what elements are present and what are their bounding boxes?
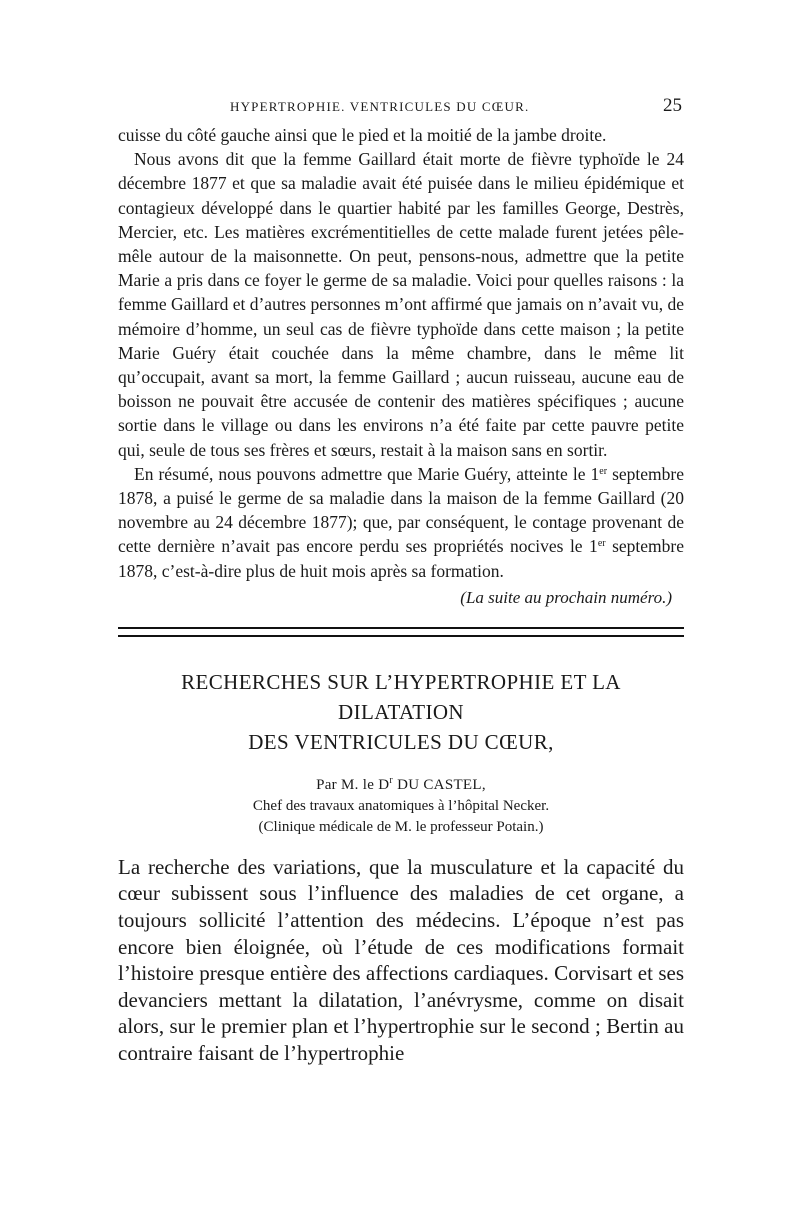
byline-author-name: DU CASTEL,	[393, 776, 486, 793]
byline-prefix: Par M. le D	[316, 776, 390, 793]
summary-text-2: septembre 1878, a puisé le germe de sa maladie dans la maison de la femme Gaillard (20 novembre au 24 décembre 1877); que, par conséquent, le contage provenant de cette dernière n’avait pas encore perdu ses propriétés nocives le 1	[118, 463, 685, 557]
running-head	[118, 95, 684, 123]
article-title	[118, 667, 684, 757]
byline-prefix-sup: r	[389, 774, 394, 786]
paragraph-summary	[118, 462, 684, 583]
byline-author	[118, 775, 684, 796]
byline-affiliation: (Clinique médicale de M. le professeur Potain.)	[258, 818, 544, 835]
article-first-paragraph: La recherche des variations, que la musculature et la capacité du cœur subissent sous l’influence des maladies de cet organe, a toujours sollicité l’attention des médecins. L’époque n’est pas encore bien éloignée, où l’étude de ces modifications formait l’histoire presque entière des affections cardiaques. Corvisart et ses devanciers mettant la dilatation, l’anévrysme, comme on disait alors, sur le premier plan et l’hypertrophie sur le second ; Bertin au contraire faisant de l’hypertrophie	[118, 854, 684, 1066]
paragraph-gaillard: Nous avons dit que la femme Gaillard était morte de fièvre typhoïde le 24 décembre 1877 et que sa maladie avait été puisée dans le milieu épidémique et contagieux développé dans le quartier habité par les familles George, Destrès, Mercier, etc. Les matières excrémentitielles de cette malade furent jetées pêle-mêle autour de la maisonnette. On peut, pensons-nous, admettre que la petite Marie a pris dans ce foyer le germe de sa maladie. Voici pour quelles raisons : la femme Gaillard et d’autres personnes m’ont affirmé que jamais on n’avait vu, de mémoire d’homme, un seul cas de fièvre typhoïde dans cette maison ; la petite Marie Guéry était couchée dans la même chambre, dans le même lit qu’occupait, avant sa mort, la femme Gaillard ; aucun ruisseau, aucune eau de boisson ne pouvait être accusée de contenir des matières spécifiques ; aucune sortie dans le village ou dans les environs n’a été faite par cette pauvre petite qui, seule de tous ses frères et sœurs, restait à la maison sans en sortir.	[118, 149, 684, 460]
article-title-line-2: DES VENTRICULES DU CŒUR,	[248, 729, 554, 754]
summary-text-1: En résumé, nous pouvons admettre que Marie Guéry, atteinte le 1	[134, 463, 600, 484]
running-head-title: HYPERTROPHIE. VENTRICULES DU CŒUR.	[230, 99, 530, 114]
summary-sup-1: er	[599, 465, 608, 477]
page-number: 25	[663, 95, 682, 116]
byline-position: Chef des travaux anatomiques à l’hôpital Necker.	[252, 797, 550, 814]
article-body	[118, 854, 684, 1067]
article-byline	[118, 775, 684, 838]
book-page	[118, 95, 684, 1067]
to-be-continued-note: (La suite au prochain numéro.)	[460, 587, 672, 607]
section-divider	[118, 627, 684, 637]
summary-sup-2: er	[597, 538, 606, 550]
paragraph-continuation: cuisse du côté gauche ainsi que le pied et la moitié de la jambe droite.	[118, 125, 607, 145]
article-title-line-1: RECHERCHES SUR L’HYPERTROPHIE ET LA DILATATION	[181, 669, 621, 724]
previous-article-text	[118, 123, 684, 583]
summary-text-3: septembre 1878, c’est-à-dire plus de huit mois après sa formation.	[118, 536, 684, 581]
